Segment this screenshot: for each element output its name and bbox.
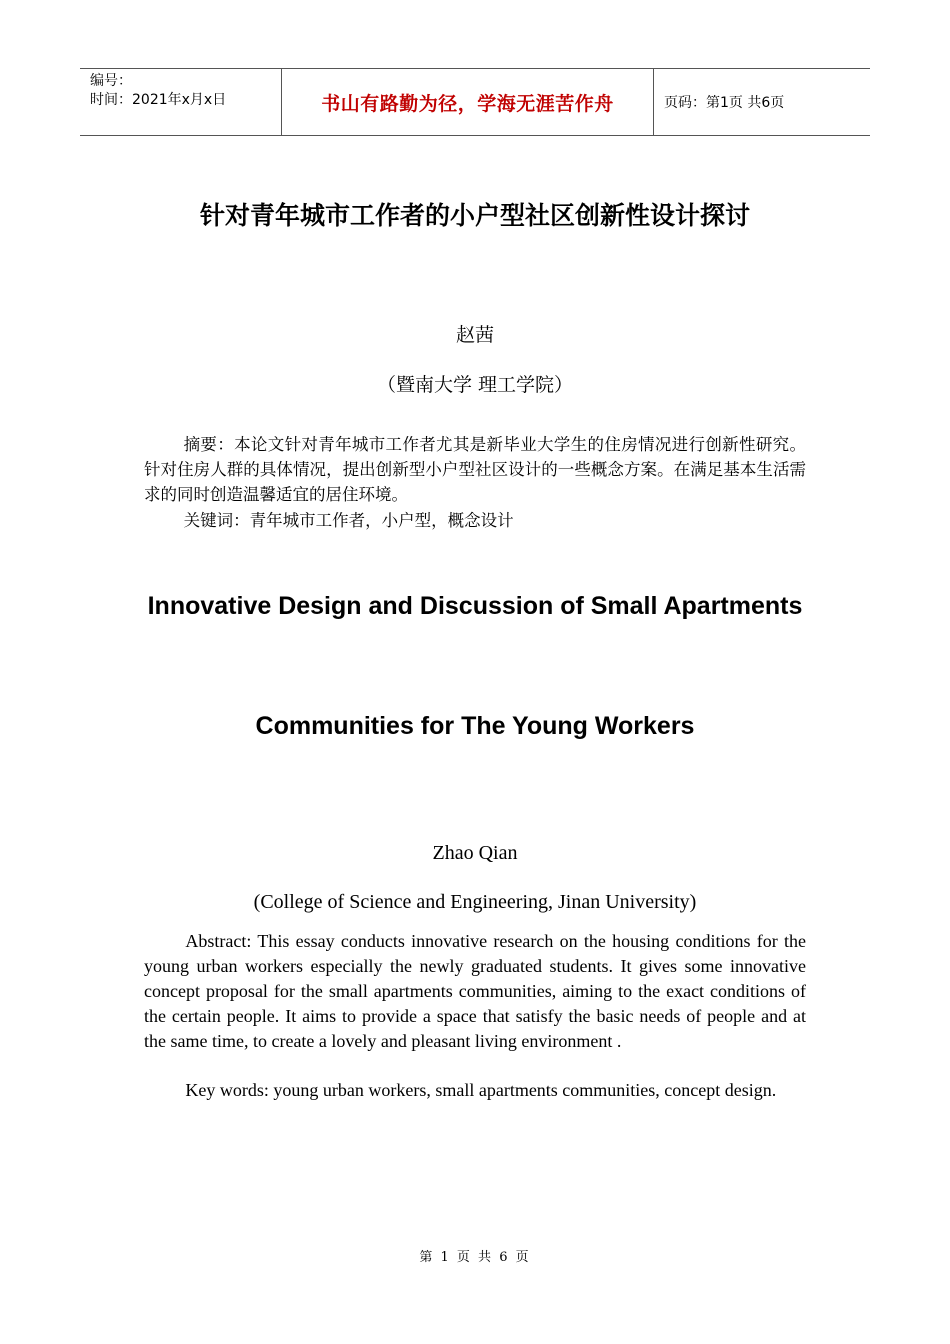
header-page-cell [654,69,870,135]
chinese-keywords: 关键词：青年城市工作者，小户型，概念设计 [183,511,514,530]
number-label: 编号： [90,73,132,89]
chinese-affiliation: （暨南大学 理工学院） [376,374,574,396]
english-keywords: Key words: young urban workers, small apartments communities, concept design. [185,1080,777,1100]
english-affiliation: (College of Science and Engineering, Jinan University) [253,891,697,913]
chinese-abstract: 摘要：本论文针对青年城市工作者尤其是新毕业大学生的住房情况进行创新性研究。针对住房人群的具体情况，提出创新型小户型社区设计的一些概念方案。在满足基本生活需求的同时创造温馨适宜的居住环境。 [144,435,806,504]
english-title-line2: Communities for The Young Workers [255,712,695,740]
english-title-line1: Innovative Design and Discussion of Small Apartments [147,592,803,620]
header-table [80,68,870,136]
chinese-title: 针对青年城市工作者的小户型社区创新性设计探讨 [199,201,750,230]
header-meta-cell [80,69,281,135]
motto-text: 书山有路勤为径，学海无涯苦作舟 [321,92,614,115]
page-footer: 第 1 页 共 6 页 [419,1250,531,1265]
english-author: Zhao Qian [432,842,518,864]
english-abstract: Abstract: This essay conducts innovative research on the housing conditions for the young urban workers especially the newly graduated students. It gives some innovative concept proposal for the small apartments communities, aiming to the exact conditions of the certain people. It aims to provide a space that satisfy the basic needs of people and at the same time, to create a lovely and pleasant living environment . [144,931,806,1051]
chinese-author: 赵茜 [455,324,494,346]
time-label: 时间：2021年x月x日 [90,92,227,108]
page-info: 页码：第1页 共6页 [664,95,785,111]
header-motto-cell [281,69,654,135]
